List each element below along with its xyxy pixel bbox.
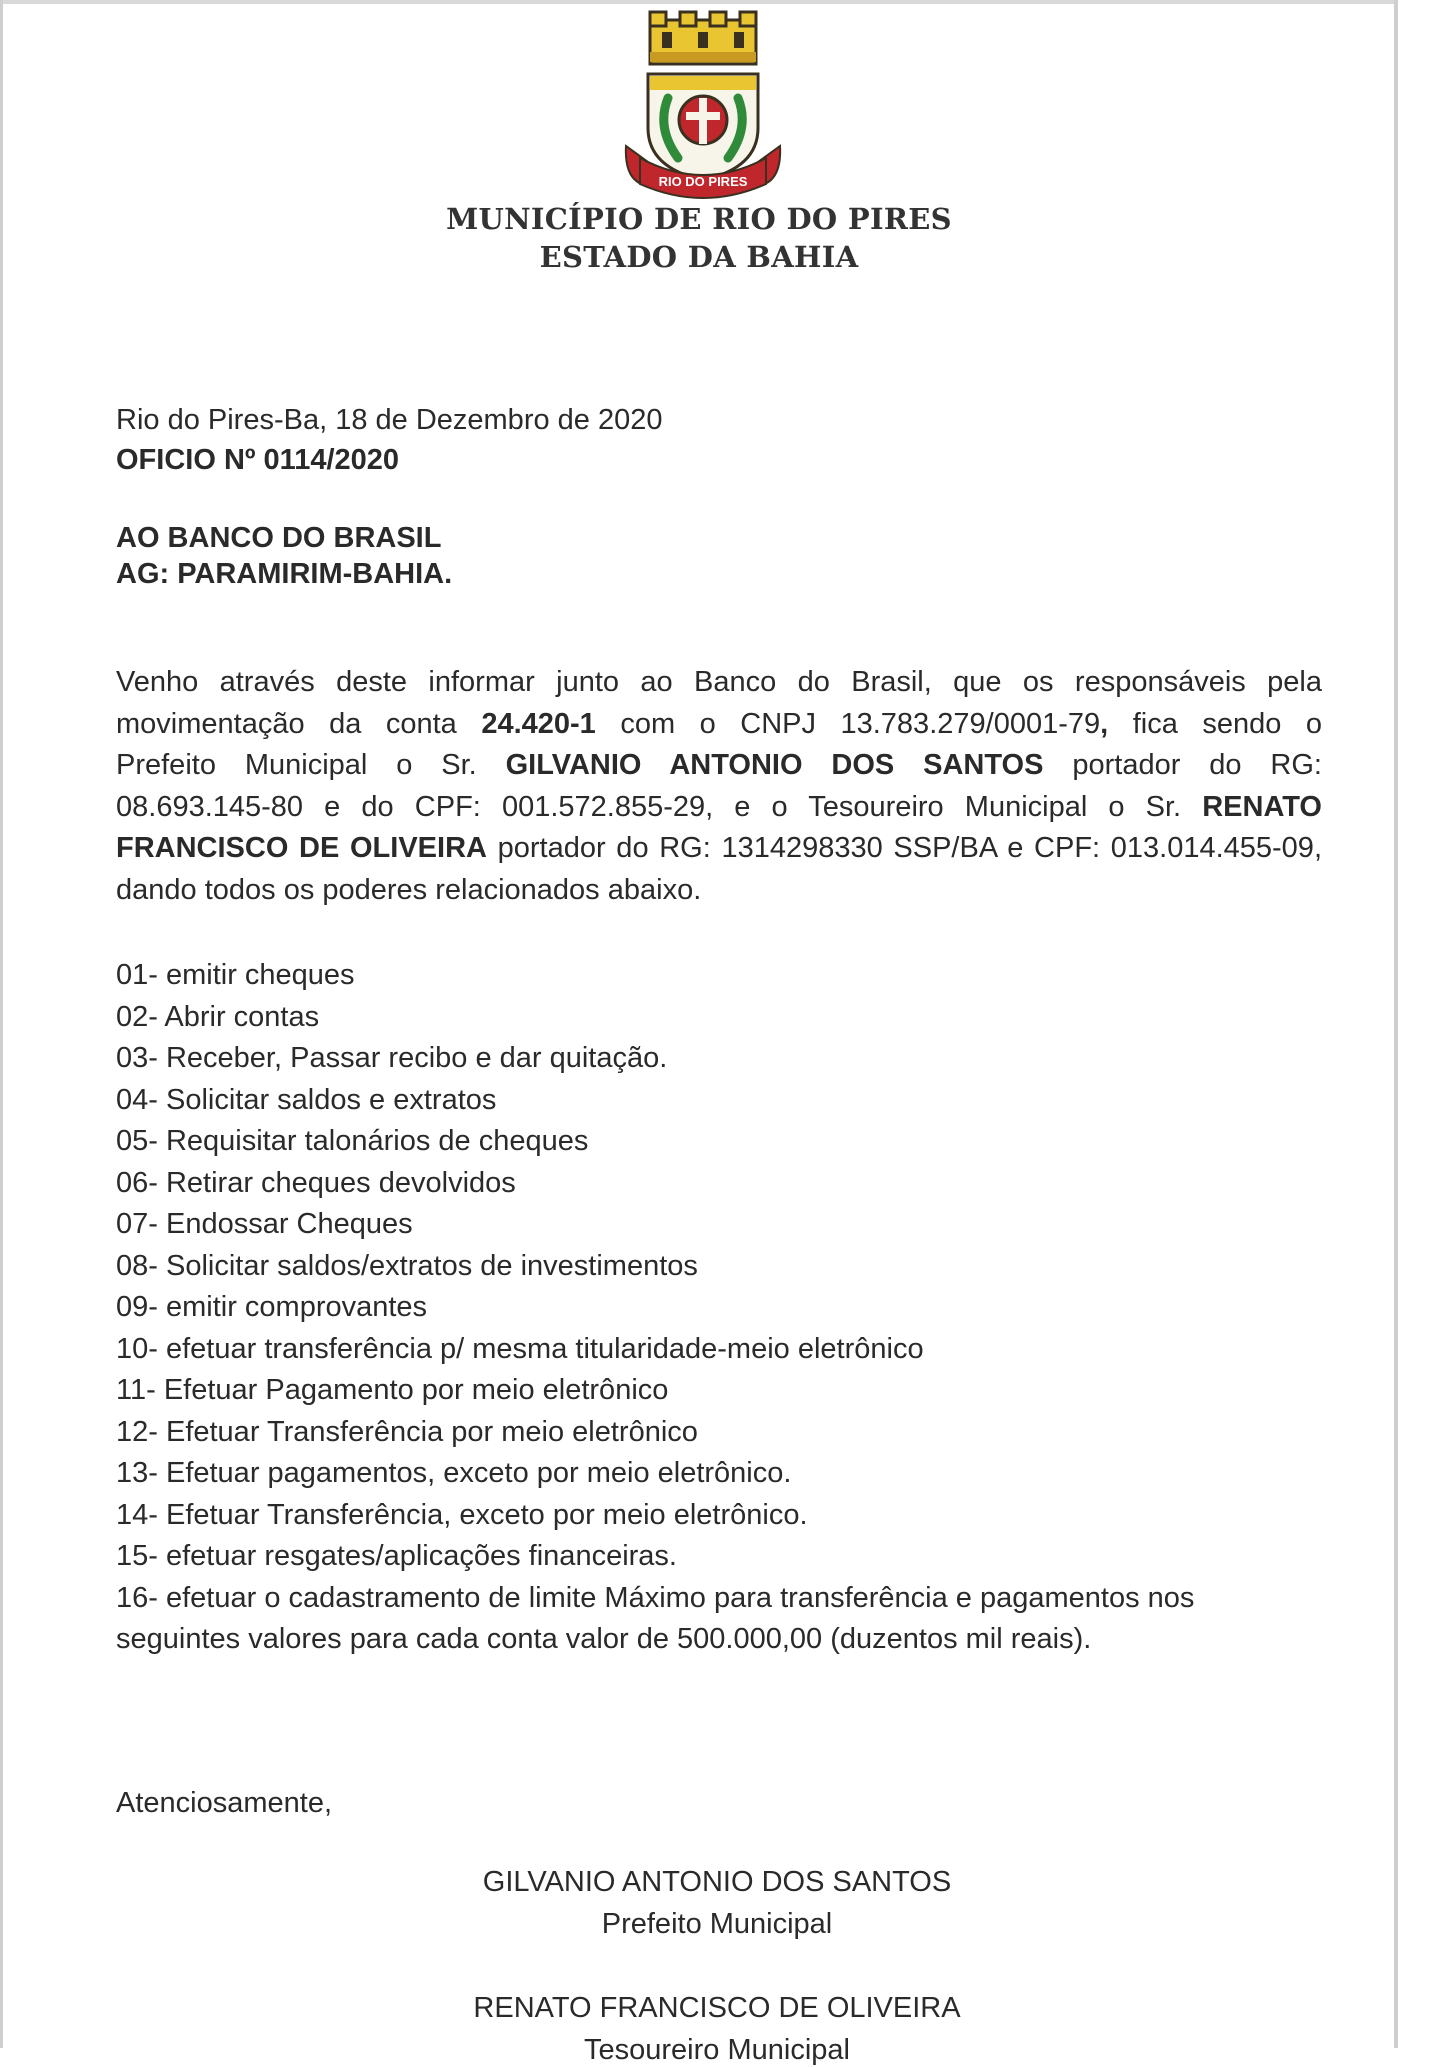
- treasurer-name-inline: RENATO: [1202, 790, 1322, 823]
- municipality-title: MUNICÍPIO DE RIO DO PIRES: [446, 202, 952, 236]
- recipient-bank: AO BANCO DO BRASIL: [116, 522, 442, 554]
- crest-ribbon-text: RIO DO PIRES: [658, 174, 748, 189]
- body-line: [116, 745, 1322, 787]
- body-text: portador do RG: 1314298330 SSP/BA e CPF: 013.014.455-09,: [486, 832, 1322, 864]
- treasurer-signature-name: RENATO FRANCISCO DE OLIVEIRA: [473, 1992, 961, 2024]
- body-text: fica sendo o: [1108, 707, 1322, 740]
- list-item: 15- efetuar resgates/aplicações financeiras.: [116, 1540, 677, 1572]
- place-date: Rio do Pires-Ba, 18 de Dezembro de 2020: [116, 404, 663, 436]
- list-item: 13- Efetuar pagamentos, exceto por meio eletrônico.: [116, 1457, 792, 1489]
- letter-body-paragraph: [116, 662, 1322, 911]
- municipal-coat-of-arms-icon: [618, 8, 788, 204]
- letter-reference: OFICIO Nº 0114/2020: [116, 444, 400, 476]
- list-item: 07- Endossar Cheques: [116, 1208, 413, 1240]
- list-item: 01- emitir cheques: [116, 959, 355, 991]
- closing-salutation: Atenciosamente,: [116, 1787, 333, 1819]
- body-line: [116, 787, 1322, 829]
- body-text: portador do RG:: [1043, 749, 1322, 781]
- treasurer-name-inline: FRANCISCO DE OLIVEIRA: [116, 832, 487, 864]
- body-comma: ,: [1100, 707, 1109, 740]
- mayor-name-inline: GILVANIO ANTONIO DOS SANTOS: [505, 749, 1044, 781]
- body-line: [116, 704, 1322, 746]
- list-item: 04- Solicitar saldos e extratos: [116, 1083, 497, 1116]
- cnpj-text: com o CNPJ 13.783.279/0001-79: [595, 707, 1101, 740]
- list-item-continuation: seguintes valores para cada conta valor de 500.000,00 (duzentos mil reais).: [116, 1623, 1092, 1655]
- list-item: 06- Retirar cheques devolvidos: [116, 1166, 516, 1199]
- list-item: 10- efetuar transferência p/ mesma titularidade-meio eletrônico: [116, 1332, 924, 1365]
- body-line: [116, 662, 1322, 704]
- mayor-signature-name: GILVANIO ANTONIO DOS SANTOS: [482, 1866, 952, 1898]
- body-text: Venho através deste informar junto ao Banco do Brasil, que os responsáveis pela: [116, 666, 1322, 698]
- state-title: ESTADO DA BAHIA: [539, 240, 859, 274]
- list-item: 16- efetuar o cadastramento de limite Máximo para transferência e pagamentos nos: [116, 1581, 1195, 1614]
- body-line: [116, 828, 1322, 870]
- list-item: 12- Efetuar Transferência por meio eletrônico: [116, 1415, 698, 1448]
- powers-list: [116, 955, 1336, 1661]
- mayor-signature-title: Prefeito Municipal: [601, 1908, 833, 1940]
- body-text: movimentação da conta: [116, 707, 482, 740]
- list-item: 09- emitir comprovantes: [116, 1291, 428, 1323]
- list-item: 02- Abrir contas: [116, 1000, 320, 1033]
- page-border-left: [0, 0, 3, 2048]
- list-item: 11- Efetuar Pagamento por meio eletrônico: [116, 1374, 669, 1406]
- list-item: 03- Receber, Passar recibo e dar quitação.: [116, 1042, 668, 1074]
- body-text: dando todos os poderes relacionados abaixo.: [116, 873, 702, 906]
- body-line: [116, 870, 1322, 912]
- list-item: 14- Efetuar Transferência, exceto por meio eletrônico.: [116, 1498, 808, 1531]
- recipient-agency: AG: PARAMIRIM-BAHIA.: [116, 558, 453, 590]
- list-item: 05- Requisitar talonários de cheques: [116, 1125, 589, 1157]
- page-border-top: [0, 0, 1398, 4]
- treasurer-signature-title: Tesoureiro Municipal: [584, 2034, 850, 2066]
- account-number: 24.420-1: [481, 707, 596, 740]
- body-text: 08.693.145-80 e do CPF: 001.572.855-29, e o Tesoureiro Municipal o Sr.: [116, 790, 1203, 823]
- list-item: 08- Solicitar saldos/extratos de investimentos: [116, 1249, 698, 1282]
- body-text: Prefeito Municipal o Sr.: [116, 749, 506, 781]
- page-border-right: [1394, 0, 1398, 2048]
